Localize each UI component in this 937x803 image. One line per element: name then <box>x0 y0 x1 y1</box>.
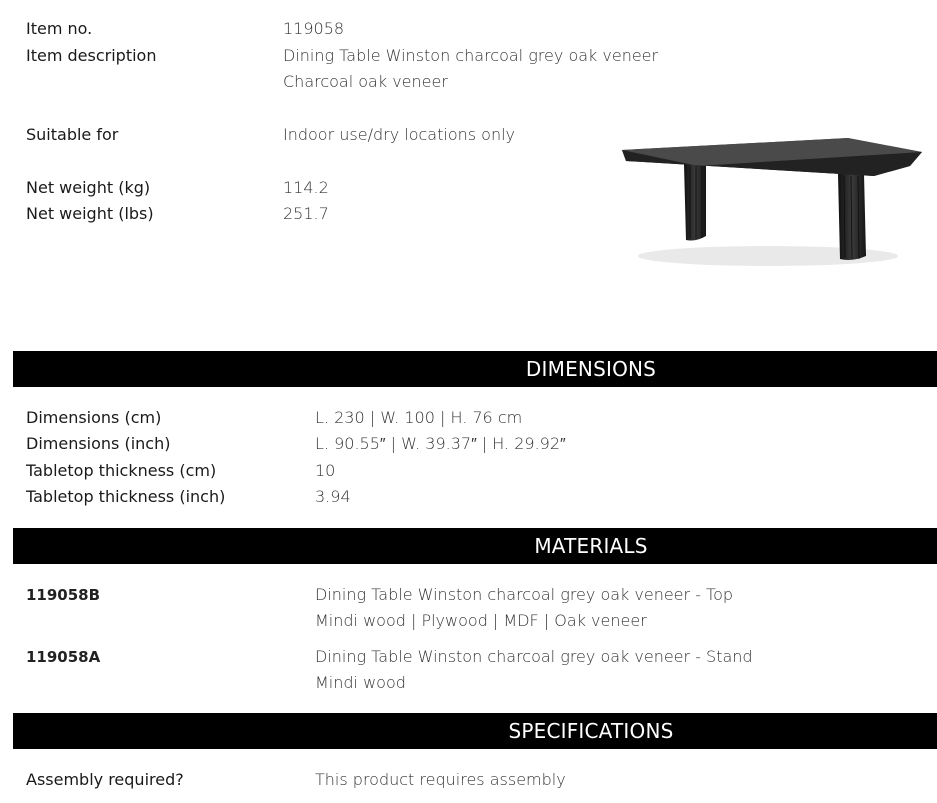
dimensions-header <box>13 351 937 387</box>
net-weight-lbs-value: 251.7 <box>283 204 329 223</box>
tabletop-thickness-cm-label: Tabletop thickness (cm) <box>26 461 217 480</box>
assembly-required-value: This product requires assembly <box>315 770 566 789</box>
tabletop-thickness-cm-value: 10 <box>315 461 336 480</box>
item-description-label: Item description <box>26 46 157 65</box>
suitable-for-label: Suitable for <box>26 125 119 144</box>
item-description-line1: Dining Table Winston charcoal grey oak veneer <box>283 46 659 65</box>
specifications-header <box>13 713 937 749</box>
net-weight-kg-value: 114.2 <box>283 178 329 197</box>
material-code-stand: 119058A <box>26 648 101 666</box>
materials-title: MATERIALS <box>534 534 648 558</box>
dimensions-title: DIMENSIONS <box>525 357 657 381</box>
dimensions-inch-value: L. 90.55″ | W. 39.37″ | H. 29.92″ <box>315 434 566 453</box>
material-stand-line2: Mindi wood <box>315 673 406 692</box>
net-weight-kg-label: Net weight (kg) <box>26 178 151 197</box>
materials-header <box>13 528 937 564</box>
net-weight-lbs-label: Net weight (lbs) <box>26 204 154 223</box>
item-description-line2: Charcoal oak veneer <box>283 72 448 91</box>
tabletop-thickness-inch-value: 3.94 <box>315 487 351 506</box>
assembly-required-label: Assembly required? <box>26 770 184 789</box>
dimensions-cm-value: L. 230 | W. 100 | H. 76 cm <box>315 408 523 427</box>
specifications-title: SPECIFICATIONS <box>508 719 674 743</box>
material-top-line1: Dining Table Winston charcoal grey oak veneer - Top <box>315 585 734 604</box>
tabletop-thickness-inch-label: Tabletop thickness (inch) <box>26 487 226 506</box>
material-top-line2: Mindi wood | Plywood | MDF | Oak veneer <box>315 611 647 630</box>
dimensions-cm-label: Dimensions (cm) <box>26 408 162 427</box>
material-code-top: 119058B <box>26 586 101 604</box>
suitable-for-value: Indoor use/dry locations only <box>283 125 516 144</box>
product-image <box>618 128 926 273</box>
item-no-value: 119058 <box>283 19 345 38</box>
dimensions-inch-label: Dimensions (inch) <box>26 434 171 453</box>
item-no-label: Item no. <box>26 19 93 38</box>
material-stand-line1: Dining Table Winston charcoal grey oak veneer - Stand <box>315 647 753 666</box>
